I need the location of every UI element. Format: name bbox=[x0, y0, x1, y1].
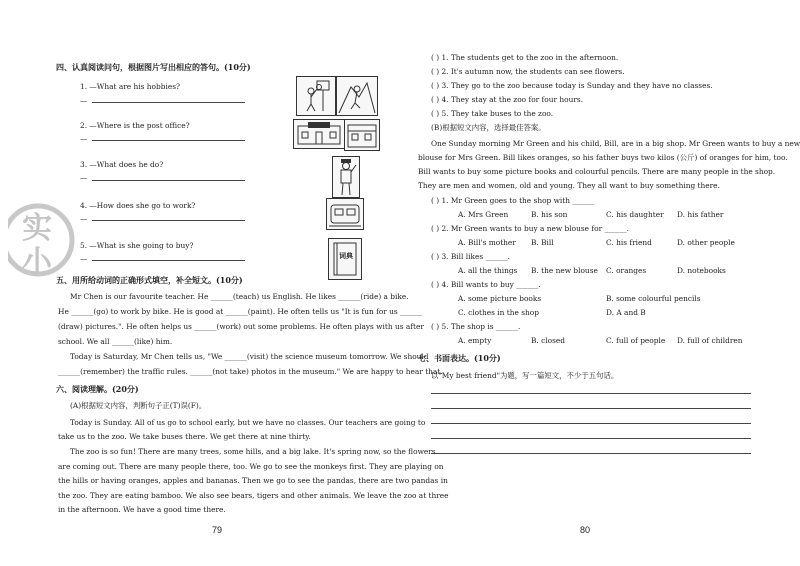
tf-item-2: ( ) 2. It's autumn now, the students can see flowers. bbox=[431, 67, 625, 76]
hobby-climbing-picture bbox=[336, 76, 378, 116]
sectionB-title: (B)根据短文内容，选择最佳答案。 bbox=[431, 123, 546, 132]
passageA-line-2: take us to the zoo. We take buses there. We get there at nine thirty. bbox=[58, 432, 311, 441]
answer-dash-4: — bbox=[80, 214, 88, 223]
section7-prompt: 以"My best friend"为题，写一篇短文，不少于五句话。 bbox=[431, 371, 619, 380]
subway-train-picture bbox=[326, 198, 364, 230]
tf-item-3: ( ) 3. They go to the zoo because today is Sunday and they have no classes. bbox=[431, 81, 713, 90]
mc2-option-d: D. other people bbox=[677, 238, 735, 247]
mc-question-3: ( ) 3. Bill likes ______. bbox=[431, 252, 510, 261]
mc4-option-d: D. A and B bbox=[606, 308, 646, 317]
section6-title: 六、阅读理解。(20分) bbox=[56, 384, 139, 394]
passageB-line-1: One Sunday morning Mr Green and his child, Bill, are in a big shop. Mr Green wants to buy a new bbox=[431, 139, 800, 148]
writing-line-3[interactable] bbox=[431, 423, 751, 424]
question-1: 1. —What are his hobbies? bbox=[80, 82, 180, 91]
mc-question-2: ( ) 2. Mr Green wants to buy a new blouse for ______. bbox=[431, 224, 629, 233]
question-4: 4. —How does she go to work? bbox=[80, 201, 196, 210]
mc2-option-a: A. Bill's mother bbox=[458, 238, 516, 247]
writing-line-4[interactable] bbox=[431, 438, 751, 439]
passageA-line-1: Today is Sunday. All of us go to school early, but we have no classes. Our teachers are going to bbox=[70, 418, 426, 427]
mc-question-4: ( ) 4. Bill wants to buy ______. bbox=[431, 280, 541, 289]
mc-question-1: ( ) 1. Mr Green goes to the shop with ______ bbox=[431, 196, 595, 205]
mc3-option-a: A. all the things bbox=[458, 266, 518, 275]
section7-title: 七、书面表达。(10分) bbox=[418, 353, 501, 363]
policeman-picture bbox=[332, 156, 360, 198]
section5-title: 五、用所给动词的正确形式填空，补全短文。(10分) bbox=[56, 275, 243, 285]
dictionary-picture bbox=[328, 238, 362, 280]
section5-line-1: Mr Chen is our favourite teacher. He ______(teach) us English. He likes ______(ride) a bike. bbox=[70, 292, 409, 301]
mc4-option-b: B. some colourful pencils bbox=[606, 294, 701, 303]
section4-title: 四、认真阅读问句，根据图片写出相应的答句。(10分) bbox=[56, 62, 251, 72]
section5-line-2: He ______(go) to work by bike. He is good at ______(paint). He often tells us "It is fun for us ______ bbox=[58, 307, 423, 316]
mc4-option-a: A. some picture books bbox=[458, 294, 542, 303]
mc1-option-a: A. Mrs Green bbox=[458, 210, 509, 219]
answer-dash-1: — bbox=[80, 96, 88, 105]
writing-line-2[interactable] bbox=[431, 408, 751, 409]
mc5-option-b: B. closed bbox=[531, 336, 565, 345]
tf-item-1: ( ) 1. The students get to the zoo in the afternoon. bbox=[431, 53, 619, 62]
writing-line-1[interactable] bbox=[431, 393, 751, 394]
page-number-right: 80 bbox=[580, 525, 591, 535]
tf-item-4: ( ) 4. They stay at the zoo for four hours. bbox=[431, 95, 584, 104]
sectionA-title: (A)根据短文内容，判断句子正(T)误(F)。 bbox=[70, 401, 207, 410]
passageB-line-2: blouse for Mrs Green. Bill likes oranges, so his father buys two kilos (公斤) of oranges for him, too. bbox=[418, 153, 788, 162]
tf-item-5: ( ) 5. They take buses to the zoo. bbox=[431, 109, 554, 118]
mc-question-5: ( ) 5. The shop is ______. bbox=[431, 322, 521, 331]
section5-line-5: Today is Saturday, Mr Chen tells us, "We ______(visit) the science museum tomorrow. We should bbox=[70, 352, 429, 361]
answer-dash-5: — bbox=[80, 254, 88, 263]
mc4-option-c: C. clothes in the shop bbox=[458, 308, 539, 317]
mc3-option-c: C. oranges bbox=[606, 266, 647, 275]
mc1-option-d: D. his father bbox=[677, 210, 724, 219]
page-number-left: 79 bbox=[212, 525, 223, 535]
section5-line-4: school. We all ______(like) him. bbox=[58, 337, 173, 346]
writing-line-5[interactable] bbox=[431, 453, 751, 454]
passageA-line-6: the zoo. They are eating bamboo. We also see bears, tigers and other animals. We leave the zoo at three bbox=[58, 491, 449, 500]
mc1-option-c: C. his daughter bbox=[606, 210, 664, 219]
mc1-option-b: B. his son bbox=[531, 210, 568, 219]
mc5-option-a: A. empty bbox=[458, 336, 492, 345]
question-2: 2. —Where is the post office? bbox=[80, 121, 190, 130]
post-office-building-picture bbox=[293, 119, 345, 149]
answer-line-5[interactable] bbox=[92, 260, 245, 261]
question-5: 5. —What is she going to buy? bbox=[80, 241, 194, 250]
passageA-line-5: the hills or having oranges, apples and bananas. Then we go to see the pandas, there are two pandas in bbox=[58, 476, 448, 485]
section5-line-3: (draw) pictures.". He often helps us ______(work) out some problems. He often plays with us after bbox=[58, 322, 424, 331]
mc5-option-c: C. full of people bbox=[606, 336, 666, 345]
answer-line-1[interactable] bbox=[92, 102, 245, 103]
svg-text:小: 小 bbox=[22, 245, 52, 280]
section5-line-6: ______(remember) the traffic rules. ______(not take) photos in the museum." We are happy to hear that. bbox=[58, 367, 443, 376]
passageB-line-3: Bill wants to buy some picture books and colourful pencils. There are many people in the shop. bbox=[418, 167, 776, 176]
question-3: 3. —What does he do? bbox=[80, 160, 164, 169]
answer-dash-3: — bbox=[80, 173, 88, 182]
dictionary-label: 词典 bbox=[339, 251, 353, 260]
mc2-option-c: C. his friend bbox=[606, 238, 652, 247]
passageA-line-3: The zoo is so fun! There are many trees, some hills, and a big lake. It's spring now, so the flowers bbox=[70, 447, 436, 456]
passageB-line-4: They are men and women, old and young. They all want to buy something there. bbox=[418, 181, 720, 190]
building-next-door-picture bbox=[344, 119, 380, 151]
answer-line-4[interactable] bbox=[92, 220, 245, 221]
mc2-option-b: B. Bill bbox=[531, 238, 554, 247]
hobby-basketball-picture bbox=[296, 76, 336, 116]
mc3-option-b: B. the new blouse bbox=[531, 266, 598, 275]
answer-line-3[interactable] bbox=[92, 180, 245, 181]
mc5-option-d: D. full of children bbox=[677, 336, 743, 345]
passageA-line-4: are coming out. There are many people there, too. We go to see the monkeys first. They are playing on bbox=[58, 462, 444, 471]
mc3-option-d: D. notebooks bbox=[677, 266, 726, 275]
svg-text:实: 实 bbox=[22, 211, 52, 246]
passageA-line-7: in the afternoon. We have a good time there. bbox=[58, 505, 226, 514]
answer-line-2[interactable] bbox=[92, 140, 245, 141]
answer-dash-2: — bbox=[80, 134, 88, 143]
